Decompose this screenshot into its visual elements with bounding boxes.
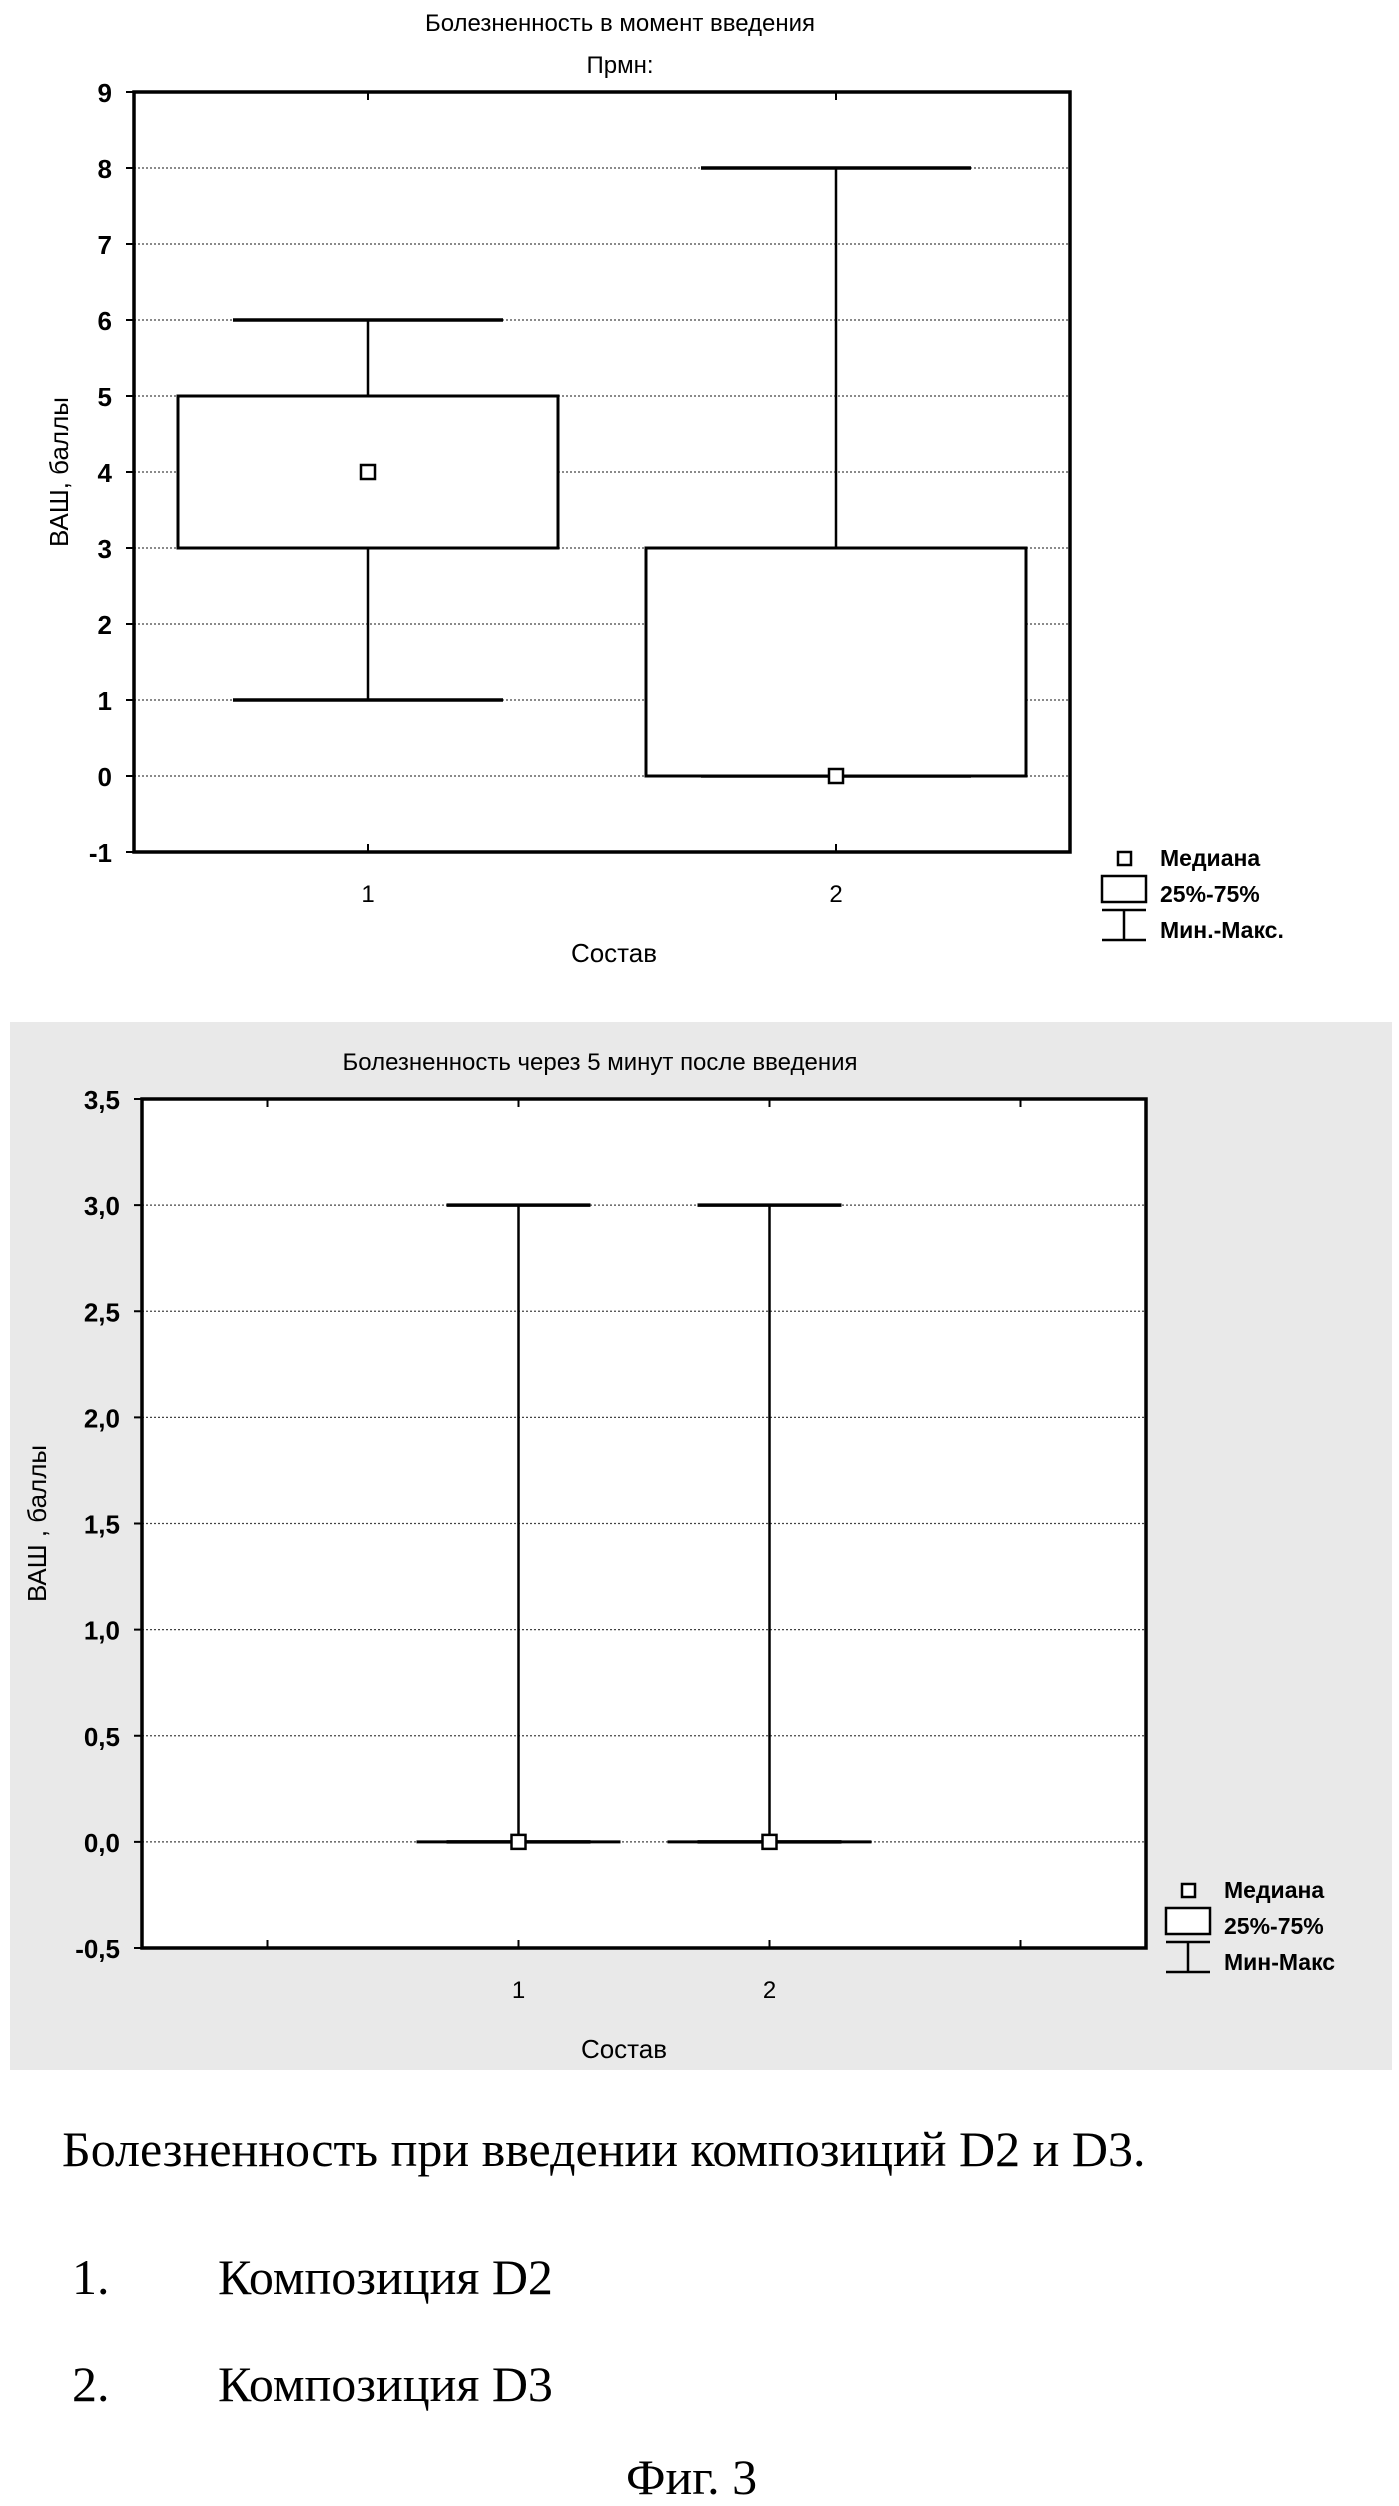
chart-1-svg — [0, 0, 1399, 980]
median-marker — [361, 465, 375, 479]
chart-2-panel — [10, 1022, 1392, 2070]
chart-2-svg — [10, 1022, 1392, 2070]
chart-title: Болезненность в момент введения — [425, 10, 815, 37]
y-tick-label: 6 — [98, 306, 112, 336]
median-marker — [829, 769, 843, 783]
x-axis-label: Состав — [571, 938, 657, 968]
x-axis-label: Состав — [581, 2034, 667, 2064]
x-tick-label: 2 — [763, 1977, 776, 2004]
y-tick-label: 0,0 — [84, 1828, 120, 1858]
y-tick-label: 3,0 — [84, 1191, 120, 1221]
y-tick-label: 0,5 — [84, 1722, 120, 1752]
chart-title: Болезненность через 5 минут после введения — [343, 1049, 858, 1076]
caption-item-2-text: Композиция D3 — [218, 2355, 553, 2413]
y-tick-label: 8 — [98, 154, 112, 184]
legend-median-icon — [1182, 1884, 1195, 1897]
legend-median-icon — [1118, 852, 1131, 865]
y-tick-label: 7 — [98, 230, 112, 260]
y-tick-label: 5 — [98, 382, 112, 412]
legend-iqr-icon — [1102, 876, 1146, 902]
median-marker — [512, 1835, 526, 1849]
legend-median-label: Медиана — [1224, 1877, 1324, 1903]
caption-item-2-number: 2. — [72, 2355, 110, 2413]
y-tick-label: 2 — [98, 610, 112, 640]
legend-iqr-label: 25%-75% — [1224, 1913, 1324, 1939]
median-marker — [763, 1835, 777, 1849]
y-tick-label: -1 — [89, 838, 112, 868]
y-tick-label: 2,5 — [84, 1297, 120, 1327]
figure-caption-title: Болезненность при введении композиций D2 и D3. — [62, 2120, 1145, 2178]
chart-subtitle: Прмн: — [586, 52, 653, 79]
y-tick-label: 3,5 — [84, 1085, 120, 1115]
y-tick-label: 1,0 — [84, 1616, 120, 1646]
y-tick-label: 0 — [98, 762, 112, 792]
y-tick-label: 3 — [98, 534, 112, 564]
legend-minmax-label: Мин.-Макс. — [1160, 917, 1284, 943]
legend-median-label: Медиана — [1160, 845, 1260, 871]
y-tick-label: -0,5 — [75, 1934, 120, 1964]
y-axis-label: ВАШ , баллы — [22, 1445, 52, 1602]
y-tick-label: 4 — [98, 458, 113, 488]
figure-number: Фиг. 3 — [626, 2448, 757, 2506]
y-tick-label: 9 — [98, 78, 112, 108]
y-tick-label: 1,5 — [84, 1510, 120, 1540]
y-tick-label: 1 — [98, 686, 112, 716]
caption-item-1-text: Композиция D2 — [218, 2248, 553, 2306]
x-tick-label: 1 — [512, 1977, 525, 2004]
caption-item-1-number: 1. — [72, 2248, 110, 2306]
chart-1-panel — [0, 0, 1399, 980]
x-tick-label: 2 — [829, 881, 842, 908]
legend-iqr-label: 25%-75% — [1160, 881, 1260, 907]
y-tick-label: 2,0 — [84, 1403, 120, 1433]
legend-minmax-label: Мин-Макс — [1224, 1949, 1335, 1975]
legend-iqr-icon — [1166, 1908, 1210, 1934]
iqr-box — [646, 548, 1026, 776]
x-tick-label: 1 — [361, 881, 374, 908]
y-axis-label: ВАШ, баллы — [44, 397, 74, 547]
